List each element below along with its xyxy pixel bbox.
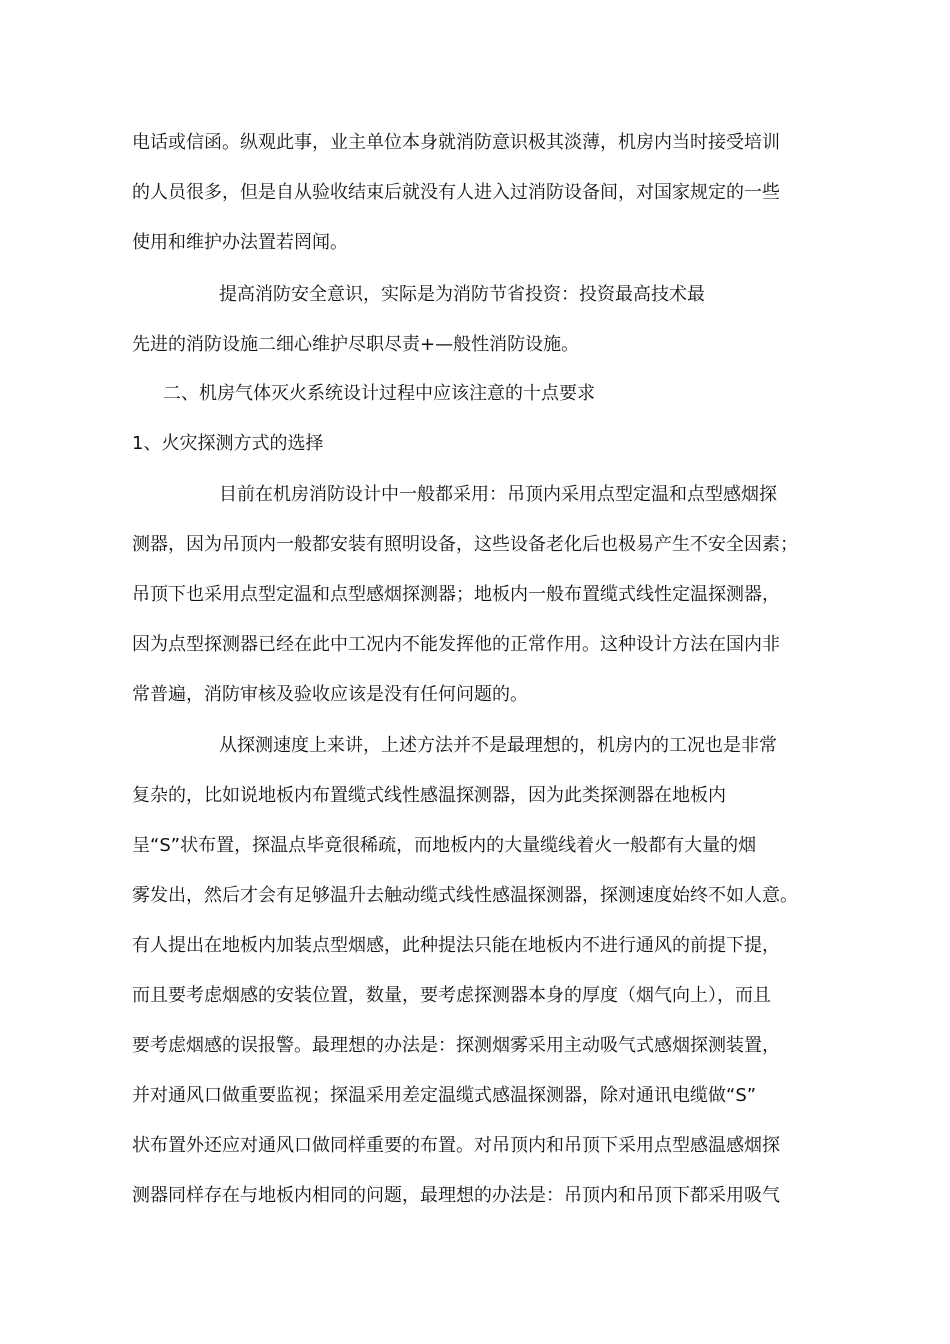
text-line: 测器，因为吊顶内一般都安装有照明设备，这些设备老化后也极易产生不安全因素；: [132, 534, 798, 555]
text-line: 复杂的，比如说地板内布置缆式线性感温探测器，因为此类探测器在地板内: [132, 785, 726, 806]
text-line: 呈“S”状布置，探温点毕竟很稀疏，而地板内的大量缆线着火一般都有大量的烟: [132, 835, 757, 856]
text-line: 吊顶下也采用点型定温和点型感烟探测器；地板内一般布置缆式线性定温探测器，: [132, 584, 780, 605]
text-line: 雾发出，然后才会有足够温升去触动缆式线性感温探测器，探测速度始终不如人意。: [132, 885, 798, 906]
text-line: 使用和维护办法置若罔闻。: [132, 232, 348, 253]
text-line: 有人提出在地板内加装点型烟感，此种提法只能在地板内不进行通风的前提下提，: [132, 935, 780, 956]
text-line: 常普遍，消防审核及验收应该是没有任何问题的。: [132, 684, 528, 705]
text-line: 而且要考虑烟感的安装位置，数量，要考虑探测器本身的厚度（烟气向上），而且: [132, 985, 771, 1006]
text-line: 状布置外还应对通风口做同样重要的布置。对吊顶内和吊顶下采用点型感温感烟探: [132, 1135, 780, 1156]
text-line: 测器同样存在与地板内相同的问题，最理想的办法是：吊顶内和吊顶下都采用吸气: [132, 1185, 780, 1206]
text-line: 的人员很多，但是自从验收结束后就没有人进入过消防设备间，对国家规定的一些: [132, 182, 780, 203]
subsection-heading: 1、火灾探测方式的选择: [132, 433, 324, 454]
text-line: 因为点型探测器已经在此中工况内不能发挥他的正常作用。这种设计方法在国内非: [132, 634, 780, 655]
text-line: 从探测速度上来讲，上述方法并不是最理想的，机房内的工况也是非常: [219, 735, 777, 756]
text-line: 目前在机房消防设计中一般都采用：吊顶内采用点型定温和点型感烟探: [219, 484, 777, 505]
text-line: 先进的消防设施二细心维护尽职尽责+—般性消防设施。: [132, 334, 580, 355]
text-line: 电话或信函。纵观此事，业主单位本身就消防意识极其淡薄，机房内当时接受培训: [132, 132, 780, 153]
section-heading: 二、机房气体灭火系统设计过程中应该注意的十点要求: [163, 383, 595, 404]
text-line: 提高消防安全意识，实际是为消防节省投资：投资最高技术最: [219, 284, 705, 305]
text-line: 并对通风口做重要监视；探温采用差定温缆式感温探测器，除对通讯电缆做“S”: [132, 1085, 757, 1106]
text-line: 要考虑烟感的误报警。最理想的办法是：探测烟雾采用主动吸气式感烟探测装置，: [132, 1035, 780, 1056]
